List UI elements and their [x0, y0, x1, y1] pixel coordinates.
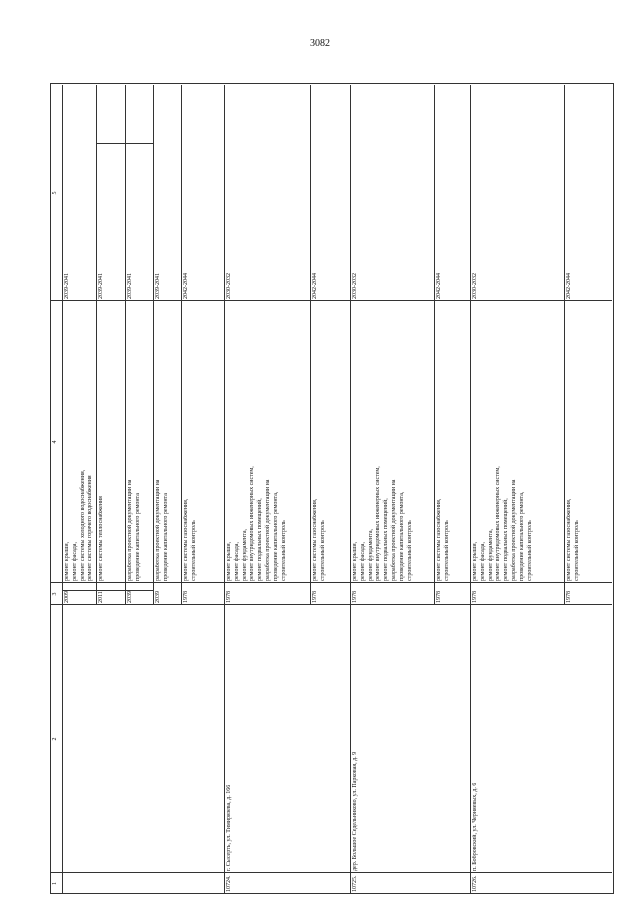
header-divider — [62, 85, 63, 894]
row-divider — [224, 85, 225, 894]
work-cell: разработка проектной документации на проведение капитального ремонта — [155, 479, 169, 581]
period-cell: 2030-2032 — [352, 273, 358, 299]
year-cell: 1978 — [226, 591, 232, 603]
col-divider — [50, 582, 612, 583]
year-cell: 2011 — [98, 591, 104, 603]
work-cell: ремонт системы газоснабжения, строительный контроль — [183, 498, 197, 581]
work-cell: ремонт крыши, ремонт фасада, ремонт системы холодного водоснабжения, ремонт системы горячего водоснабжения — [64, 469, 94, 581]
page-number: 3082 — [310, 38, 330, 49]
period-cell: 2042-2044 — [312, 273, 318, 299]
year-cell: 1978 — [352, 591, 358, 603]
col-divider-extra — [62, 590, 153, 591]
year-cell: 2009 — [64, 591, 70, 603]
period-cell: 2039-2041 — [127, 273, 133, 299]
header-col-5: 5 — [52, 191, 58, 195]
subrow-divider — [564, 85, 565, 605]
header-col-4: 4 — [52, 440, 58, 444]
year-cell: 2039 — [127, 591, 133, 603]
subrow-divider — [153, 85, 154, 605]
work-cell: ремонт крыши, ремонт фасада, ремонт фундамента, ремонт внутридомовых инженерных систем, ремонт подвальных помещений, разработка проектной документации на проведение капитального ремонта, строительный контроль — [226, 466, 287, 581]
row-divider — [350, 85, 351, 894]
header-col-1: 1 — [52, 882, 58, 885]
address-cell: п. Бобровский, ул. Черняевых, д. 6 — [472, 782, 478, 871]
period-cell: 2039-2041 — [64, 273, 70, 299]
address-cell: дер. Большое Седельниково, ул. Парковая, д. 9 — [352, 751, 358, 871]
period-cell: 2042-2044 — [436, 273, 442, 299]
year-cell: 1978 — [566, 591, 572, 603]
work-cell: ремонт крыши, ремонт фасада, ремонт фундамента, ремонт внутридомовых инженерных систем, ремонт подвальных помещений, разработка проектной документации на проведение капитального ремонта, строительный контроль — [352, 466, 413, 581]
address-cell: г. Сысерть, ул. Тимирязева, д. 166 — [226, 784, 232, 871]
year-cell: 1978 — [472, 591, 478, 603]
col-divider-extra — [96, 143, 153, 144]
subrow-divider — [181, 85, 182, 605]
work-cell: ремонт системы газоснабжения, строительный контроль — [312, 498, 326, 581]
period-cell: 2030-2032 — [472, 273, 478, 299]
work-cell: ремонт крыши, ремонт фасада, ремонт фундамента, ремонт внутридомовых инженерных систем, ремонт подвальных помещений, разработка проектной документации на проведение капитального ремонта, строительный контроль — [472, 466, 533, 581]
header-col-3: 3 — [52, 592, 58, 596]
header-col-2: 2 — [52, 737, 58, 741]
period-cell: 2030-2032 — [226, 273, 232, 299]
row-number: 10724. — [226, 875, 232, 892]
row-divider — [470, 85, 471, 894]
subrow-divider — [125, 85, 126, 605]
col-divider — [50, 872, 612, 873]
col-divider — [50, 300, 612, 301]
work-cell: ремонт системы газоснабжения, строительный контроль — [436, 498, 450, 581]
work-cell: ремонт системы теплоснабжения — [98, 496, 104, 581]
col-divider — [50, 604, 612, 605]
row-number: 10726. — [472, 875, 478, 892]
rotated-table — [50, 83, 614, 894]
period-cell: 2042-2044 — [566, 273, 572, 299]
subrow-divider — [310, 85, 311, 605]
period-cell: 2039-2041 — [98, 273, 104, 299]
period-cell: 2039-2041 — [155, 273, 161, 299]
subrow-divider — [434, 85, 435, 605]
work-cell: ремонт системы газоснабжения, строительный контроль — [566, 498, 580, 581]
period-cell: 2042-2044 — [183, 273, 189, 299]
row-number: 10725. — [352, 875, 358, 892]
year-cell: 2039 — [155, 591, 161, 603]
year-cell: 1978 — [436, 591, 442, 603]
work-cell: разработка проектной документации на проведение капитального ремонта — [127, 479, 141, 581]
year-cell: 1978 — [183, 591, 189, 603]
subrow-divider — [96, 85, 97, 605]
year-cell: 1978 — [312, 591, 318, 603]
